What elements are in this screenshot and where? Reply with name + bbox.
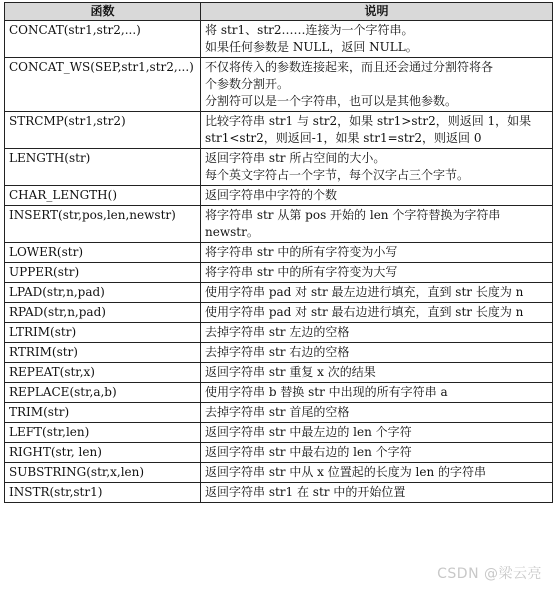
function-name: LENGTH(str) (5, 149, 201, 186)
table-header-row (5, 3, 553, 21)
function-name: STRCMP(str1,str2) (5, 112, 201, 149)
function-description (201, 263, 553, 283)
description-line: 返回字符串 str1 在 str 中的开始位置 (205, 485, 406, 499)
function-name: LOWER(str) (5, 243, 201, 263)
function-description (201, 206, 553, 243)
function-name: RTRIM(str) (5, 343, 201, 363)
table-row (5, 403, 553, 423)
description-line: newstr。 (205, 225, 259, 239)
header-description: 说明 (201, 3, 553, 21)
table-row (5, 423, 553, 443)
function-name: REPLACE(str,a,b) (5, 383, 201, 403)
function-description (201, 363, 553, 383)
function-table (4, 2, 553, 503)
description-line: 返回字符串 str 所占空间的大小。 (205, 151, 386, 165)
description-line: 使用字符串 pad 对 str 最右边进行填充，直到 str 长度为 n (205, 305, 524, 319)
description-line: 如果任何参数是 NULL，返回 NULL。 (205, 40, 418, 54)
table-row (5, 21, 553, 58)
function-name: INSTR(str,str1) (5, 483, 201, 503)
table-row (5, 323, 553, 343)
function-name: UPPER(str) (5, 263, 201, 283)
table-body (5, 21, 553, 503)
description-line: 去掉字符串 str 右边的空格 (205, 345, 350, 359)
function-description (201, 149, 553, 186)
description-line: 返回字符串 str 中最左边的 len 个字符 (205, 425, 412, 439)
description-line: 比较字符串 str1 与 str2，如果 str1>str2，则返回 1，如果 (205, 114, 532, 128)
function-description (201, 58, 553, 112)
function-name: INSERT(str,pos,len,newstr) (5, 206, 201, 243)
table-row (5, 343, 553, 363)
table-row (5, 243, 553, 263)
function-name: LPAD(str,n,pad) (5, 283, 201, 303)
function-description (201, 343, 553, 363)
description-line: 使用字符串 pad 对 str 最左边进行填充，直到 str 长度为 n (205, 285, 524, 299)
function-name: SUBSTRING(str,x,len) (5, 463, 201, 483)
table-row (5, 149, 553, 186)
table-row (5, 443, 553, 463)
table-row (5, 383, 553, 403)
function-description (201, 423, 553, 443)
table-row (5, 206, 553, 243)
function-description (201, 463, 553, 483)
table-row (5, 463, 553, 483)
description-line: 分割符可以是一个字符串，也可以是其他参数。 (205, 94, 458, 108)
function-description (201, 283, 553, 303)
function-description (201, 443, 553, 463)
description-line: 去掉字符串 str 首尾的空格 (205, 405, 350, 419)
description-line: str1<str2，则返回-1，如果 str1=str2，则返回 0 (205, 131, 482, 145)
description-line: 不仅将传入的参数连接起来，而且还会通过分割符将各 (205, 60, 494, 74)
function-description (201, 21, 553, 58)
description-line: 返回字符串 str 中从 x 位置起的长度为 len 的字符串 (205, 465, 487, 479)
description-line: 使用字符串 b 替换 str 中出现的所有字符串 a (205, 385, 448, 399)
function-description (201, 323, 553, 343)
description-line: 返回字符串 str 中最右边的 len 个字符 (205, 445, 412, 459)
description-line: 返回字符串中字符的个数 (205, 188, 338, 202)
description-line: 将 str1、str2……连接为一个字符串。 (205, 23, 414, 37)
function-name: RPAD(str,n,pad) (5, 303, 201, 323)
function-name: TRIM(str) (5, 403, 201, 423)
function-description (201, 483, 553, 503)
function-name: CONCAT(str1,str2,...) (5, 21, 201, 58)
table-row (5, 483, 553, 503)
function-description (201, 383, 553, 403)
table-row (5, 186, 553, 206)
description-line: 将字符串 str 从第 pos 开始的 len 个字符替换为字符串 (205, 208, 501, 222)
description-line: 返回字符串 str 重复 x 次的结果 (205, 365, 376, 379)
function-name: RIGHT(str, len) (5, 443, 201, 463)
function-name: CONCAT_WS(SEP,str1,str2,...) (5, 58, 201, 112)
table-row (5, 303, 553, 323)
table-row (5, 283, 553, 303)
watermark: CSDN @梁云亮 (437, 566, 542, 582)
table-row (5, 363, 553, 383)
table-row (5, 58, 553, 112)
header-function: 函数 (5, 3, 201, 21)
function-description (201, 243, 553, 263)
function-description (201, 303, 553, 323)
function-name: LEFT(str,len) (5, 423, 201, 443)
description-line: 个参数分割开。 (205, 77, 290, 91)
function-description (201, 403, 553, 423)
function-name: LTRIM(str) (5, 323, 201, 343)
table-row (5, 112, 553, 149)
description-line: 将字符串 str 中的所有字符变为大写 (205, 265, 398, 279)
table-row (5, 263, 553, 283)
function-description (201, 186, 553, 206)
function-name: CHAR_LENGTH() (5, 186, 201, 206)
description-line: 每个英文字符占一个字节，每个汉字占三个字节。 (205, 168, 470, 182)
function-name: REPEAT(str,x) (5, 363, 201, 383)
description-line: 将字符串 str 中的所有字符变为小写 (205, 245, 398, 259)
description-line: 去掉字符串 str 左边的空格 (205, 325, 350, 339)
function-description (201, 112, 553, 149)
